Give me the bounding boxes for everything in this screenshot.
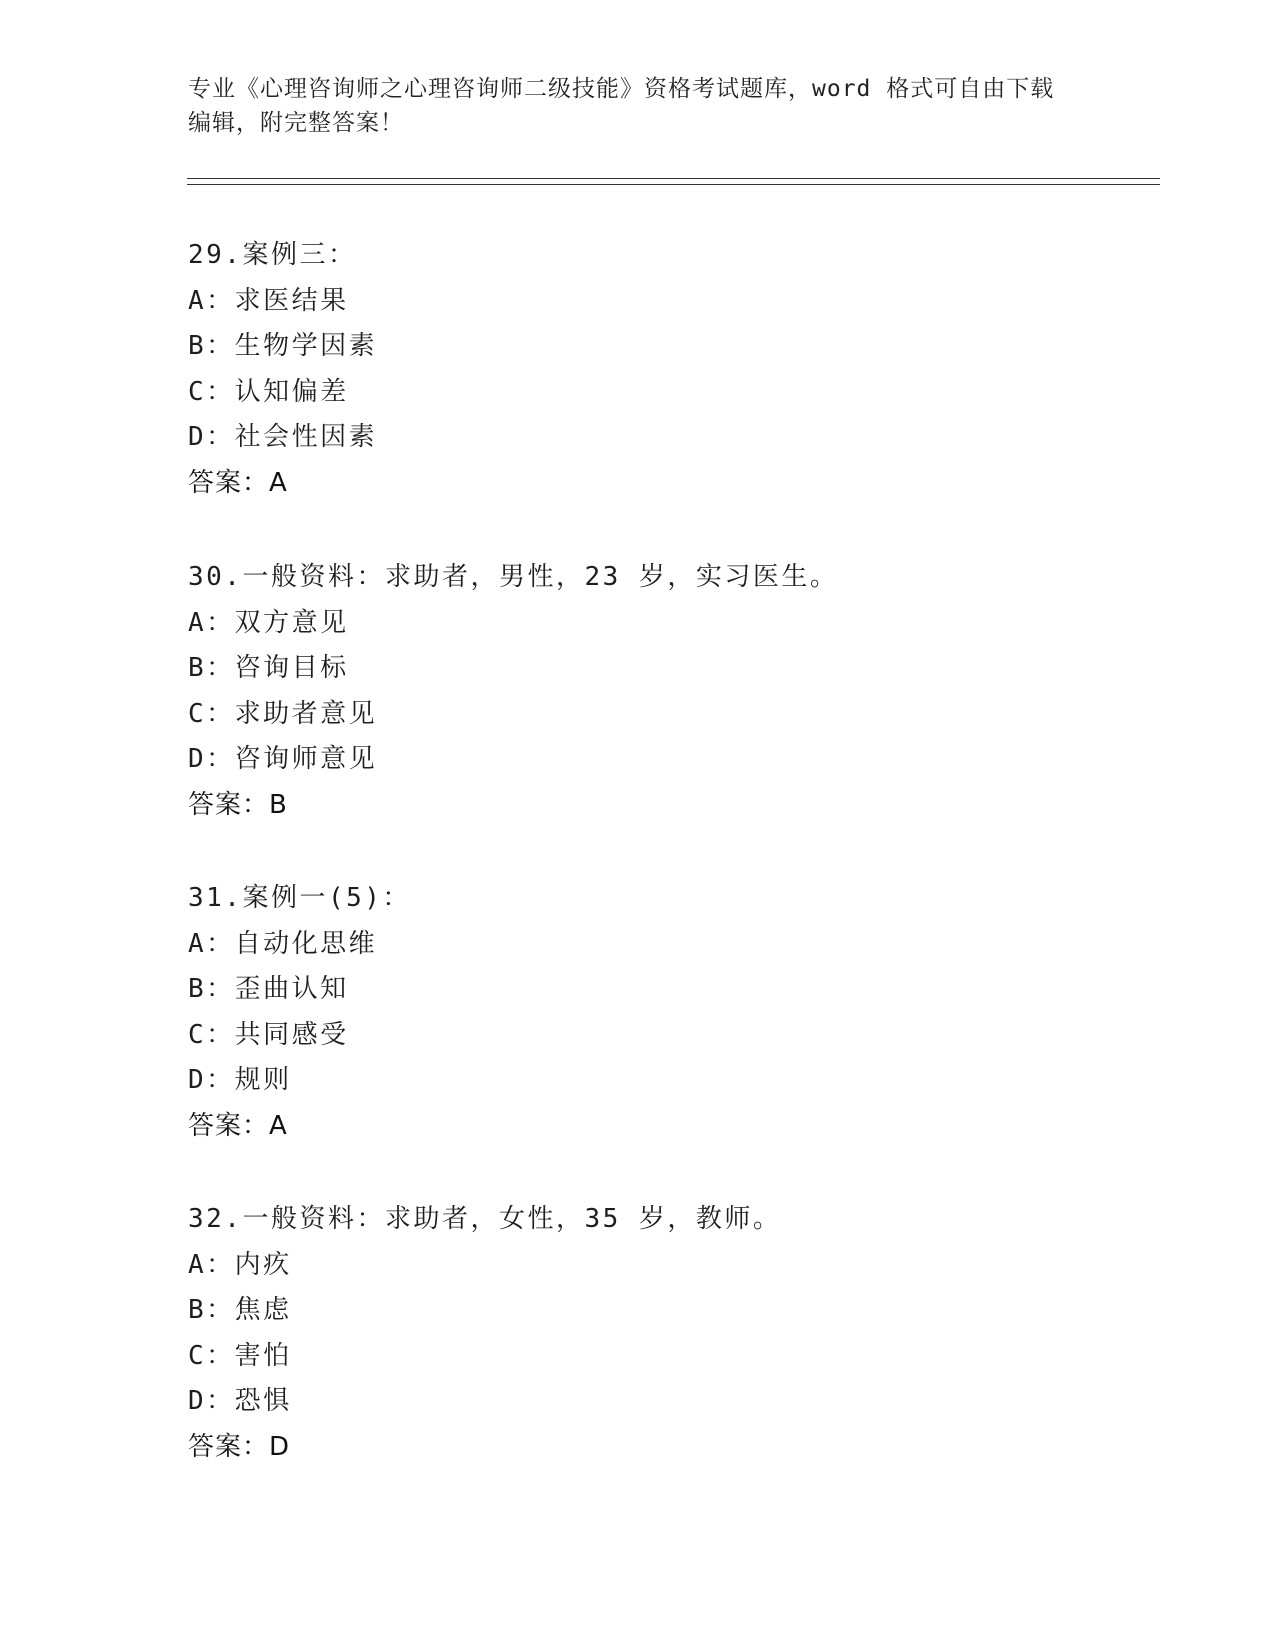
option-d: D：咨询师意见 [188,744,378,775]
answer-line: 答案：A [188,467,288,498]
question-stem: 29.案例三： [188,240,357,270]
answer-line: 答案：A [188,1110,288,1141]
option-a: A：双方意见 [188,607,349,638]
option-c: C：害怕 [188,1340,292,1371]
question-31 [188,876,1188,1150]
option-b: B：生物学因素 [188,331,378,362]
answer-line: 答案：B [188,789,288,820]
answer-line: 答案：D [188,1431,291,1462]
question-stem: 32.一般资料：求助者，女性，35 岁，教师。 [188,1204,782,1234]
option-b: B：咨询目标 [188,653,349,684]
header-line-2: 编辑，附完整答案！ [188,110,404,136]
question-29 [188,233,1188,507]
option-d: D：社会性因素 [188,422,378,453]
option-d: D：规则 [188,1065,292,1096]
option-d: D：恐惧 [188,1386,292,1417]
option-c: C：求助者意见 [188,698,378,729]
option-b: B：焦虑 [188,1295,292,1326]
question-30 [188,555,1188,829]
question-stem: 31.案例一(5)： [188,883,411,913]
document-header [188,72,1068,140]
question-stem: 30.一般资料：求助者，男性，23 岁，实习医生。 [188,562,839,592]
header-line-1: 专业《心理咨询师之心理咨询师二级技能》资格考试题库，word 格式可自由下载 [188,76,1055,102]
option-a: A：求医结果 [188,285,349,316]
question-32 [188,1197,1188,1471]
option-c: C：认知偏差 [188,376,349,407]
header-divider [187,178,1160,185]
option-a: A：内疚 [188,1249,292,1280]
option-c: C：共同感受 [188,1019,349,1050]
option-b: B：歪曲认知 [188,974,349,1005]
option-a: A：自动化思维 [188,928,378,959]
